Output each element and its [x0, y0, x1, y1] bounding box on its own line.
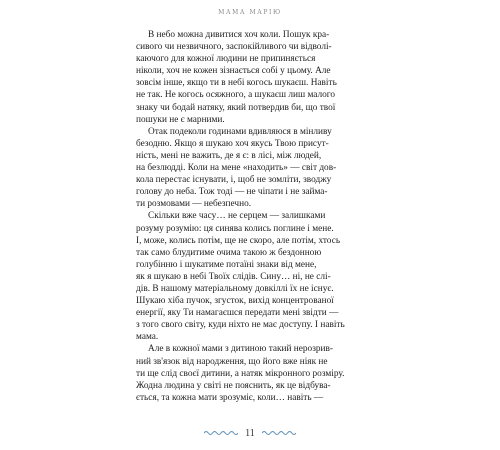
text-line: дів. В нашому матеріальному довкіллі їх не існує. [136, 283, 334, 294]
text-line: ється, та кожна мати зрозуміє, коли… навіть — [136, 392, 324, 403]
text-line: ти ще слід своєї дитини, а натяк мікронного розміру. [136, 368, 345, 379]
right-wave-ornament [262, 430, 296, 436]
text-line: розуму розумію: ця синява колись поглине і мене. [136, 223, 334, 234]
text-line: кола перестає існувати, і, щоб не зомліти, зводжу [136, 175, 332, 186]
text-line: з того свого світу, куди ніхто не має доступу. І навіть [136, 320, 345, 331]
text-line: як я шукаю в небі Твоїх слідів. Сину… ні, не слі- [136, 271, 331, 282]
text-line: ти розмовами — небезпечно. [136, 199, 252, 210]
page-footer [0, 426, 500, 440]
running-header: МАМА МАРІЮ [218, 9, 282, 16]
text-line: ний зв'язок від народження, що його вже ніяк не [136, 356, 328, 367]
text-line: мама. [136, 332, 159, 343]
text-line: голову до неба. Тож тоді — не чіпати і не займа- [136, 187, 328, 198]
text-line: ніколи, хоч не кожен зізнається собі у цьому. Але [136, 66, 331, 77]
paragraph [136, 343, 378, 403]
text-line: ність, мені не важить, де я є: в лісі, між людей, [136, 150, 322, 161]
text-line: сивого чи незвичного, заспокійливого чи відволі- [136, 42, 332, 53]
text-line: Скільки вже часу… не серцем — залишками [148, 211, 326, 222]
text-line: каючого для кожної людини не припиняється [136, 54, 316, 65]
paragraph [136, 210, 378, 343]
text-line: на безлюдді. Коли на мене «находить» — світ дов- [136, 163, 337, 174]
left-wave-ornament [204, 430, 238, 436]
text-line: Шукаю хіба пучок, згусток, вихід концентрованої [136, 296, 334, 307]
text-line: безодню. Якщо я шукаю хоч якусь Твою присут- [136, 138, 329, 149]
text-line: зовсім інше, якщо ти в небі когось шукаєш. Навіть [136, 78, 337, 89]
paragraph [136, 29, 378, 126]
text-line: знаку чи бодай натяку, який потвердив би, що твої [136, 102, 336, 113]
text-line: Але в кожної мами з дитиною такий нерозрив- [148, 344, 333, 355]
text-line: так само блудитиме очима такою ж бездонною [136, 247, 322, 258]
text-line: В небо можна дивитися хоч коли. Пошук кра- [148, 30, 330, 40]
body-text [136, 29, 378, 404]
text-line: Жодна людина у світі не пояснить, як це відбува- [136, 380, 331, 391]
text-line: І, може, колись потім, ще не скоро, але потім, хтось [136, 235, 341, 246]
page-number: 11 [245, 427, 255, 439]
text-line: пошуки не є марними. [136, 114, 225, 125]
paragraph [136, 126, 378, 211]
text-line: Отак подеколи годинами вдивляюся в мінливу [148, 126, 332, 137]
text-line: голубінню і шукатиме потаїні знаки від мене, [136, 259, 317, 270]
text-line: енергії, яку Ти намагаєшся передати мені звідти — [136, 308, 339, 319]
text-line: не так. Не когось осяжного, а шукаєш лиш малого [136, 90, 335, 101]
